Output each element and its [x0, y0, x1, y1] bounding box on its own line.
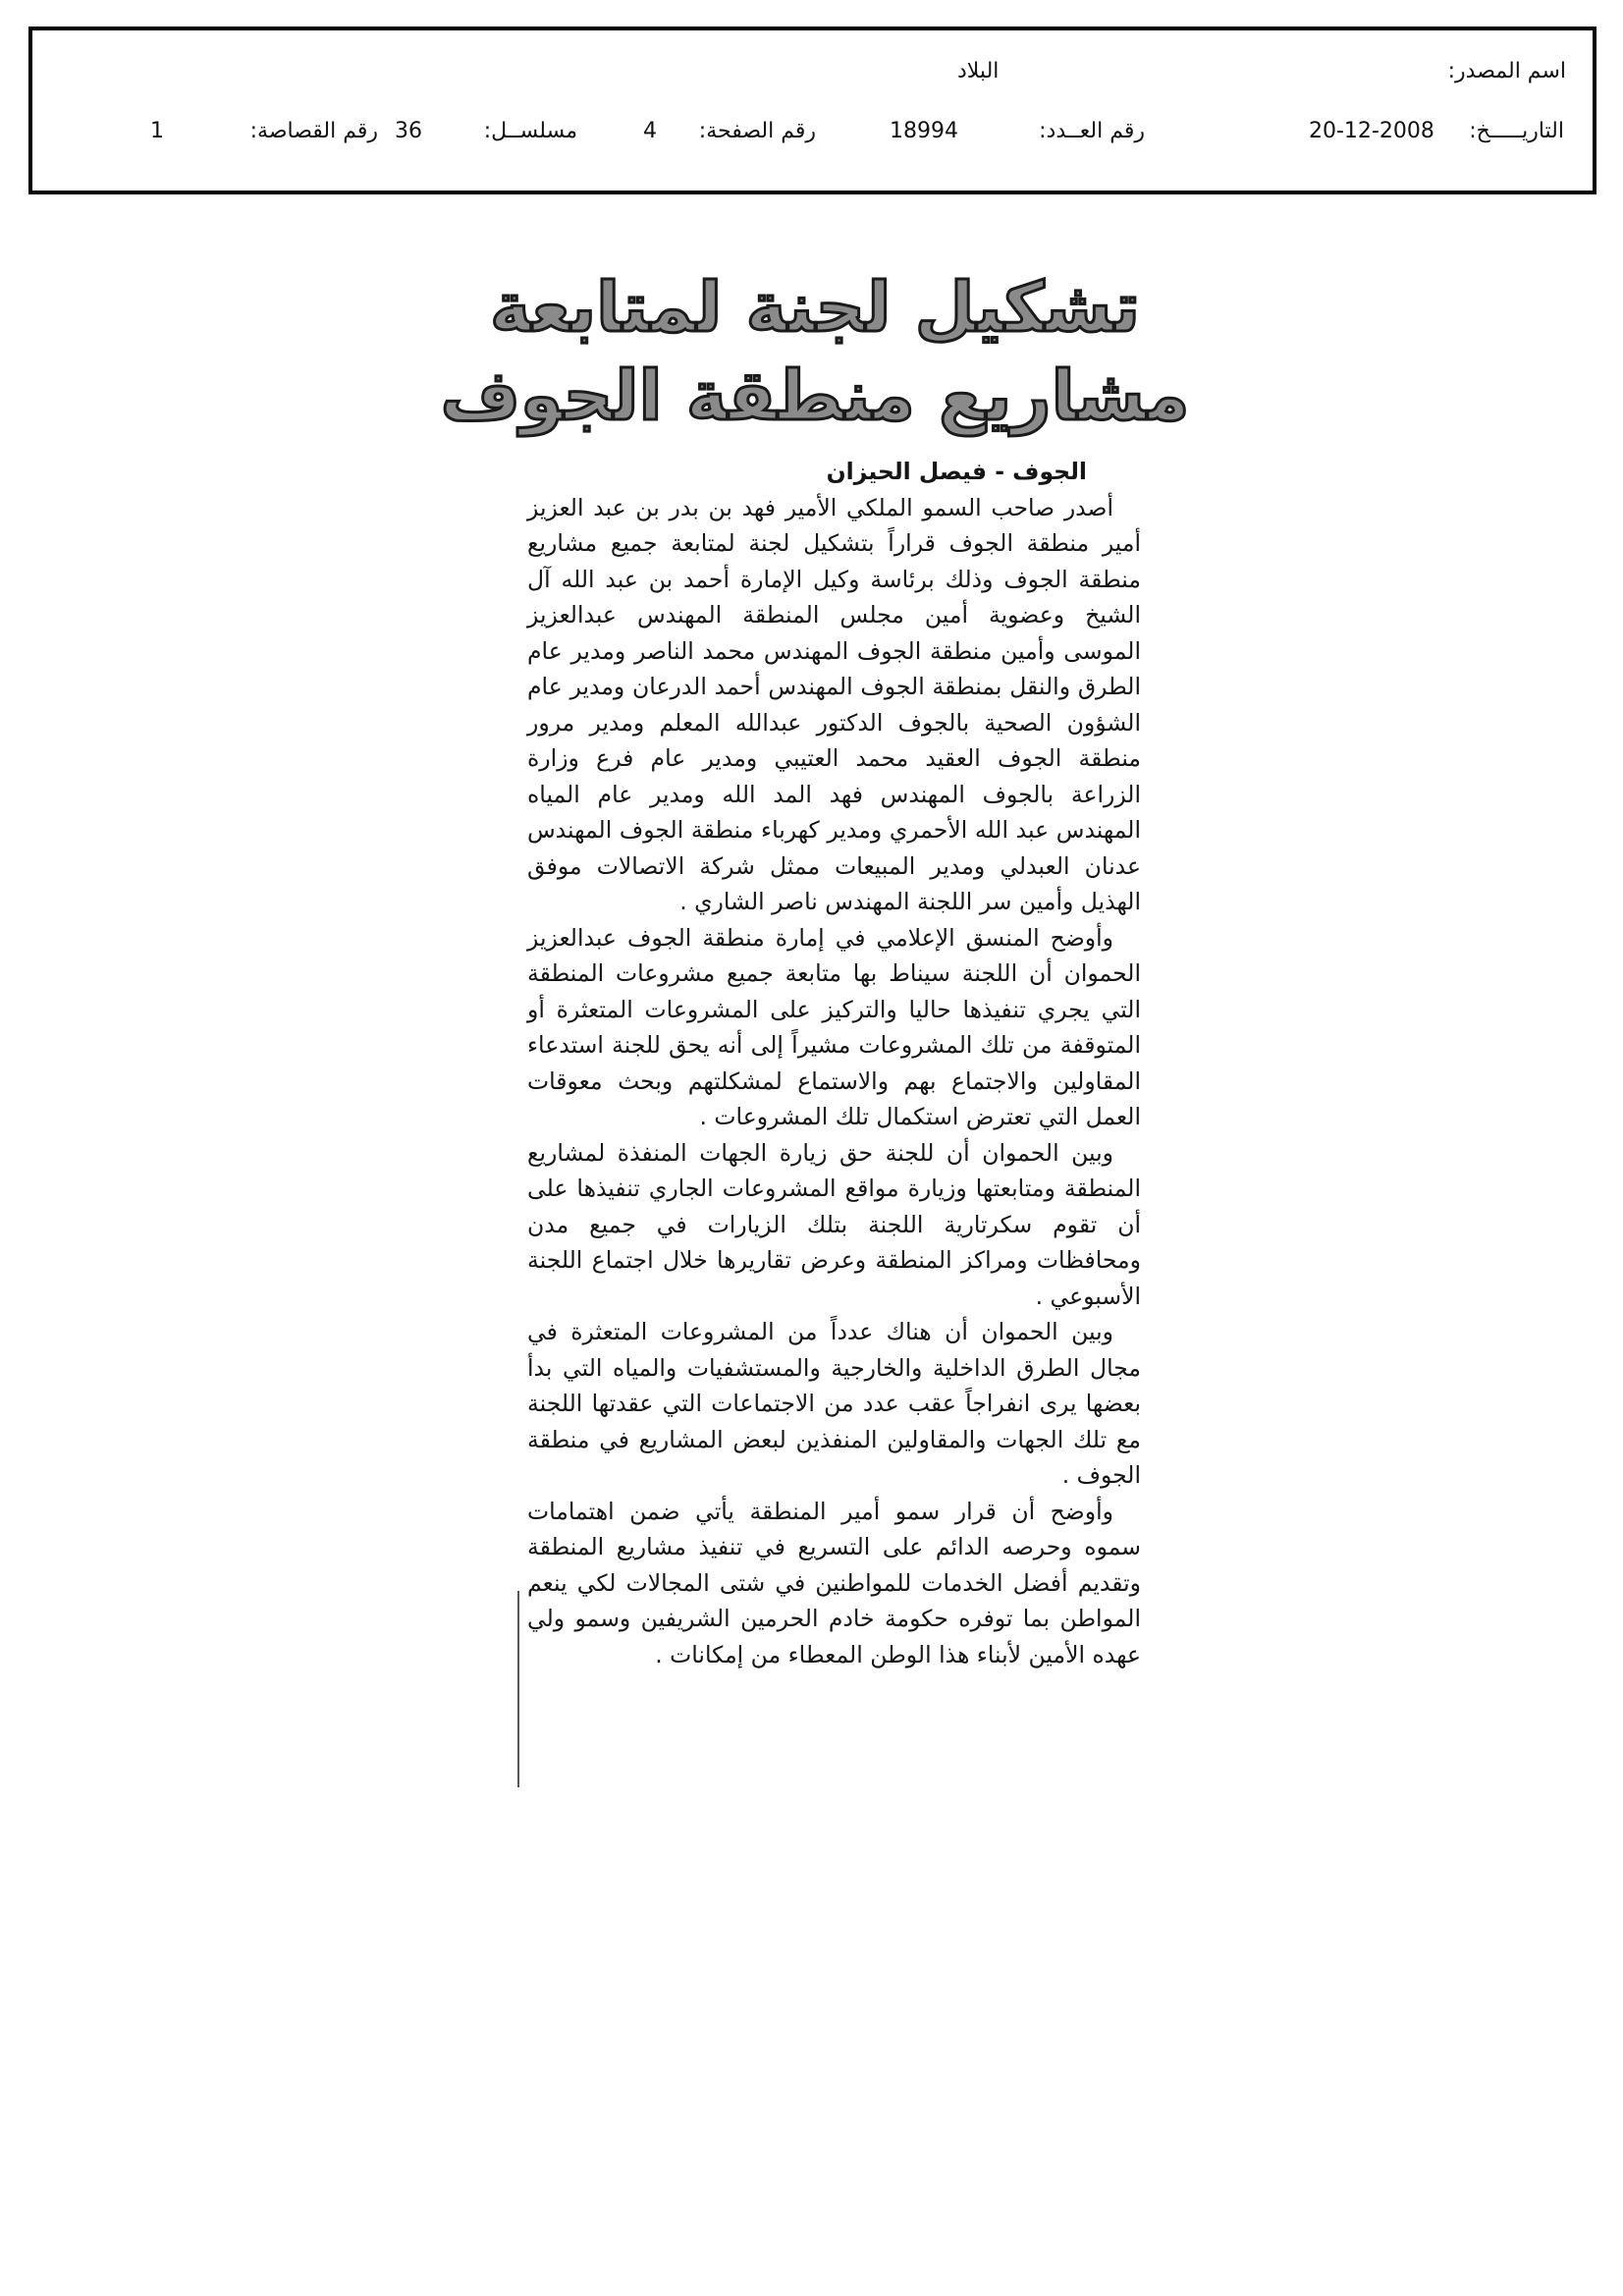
headline-line-1: تشكيل لجنة لمتابعة	[489, 267, 1141, 348]
paragraph-2: وأوضح المنسق الإعلامي في إمارة منطقة الجوف عبدالعزيز الحموان أن اللجنة سيناط بها متابعة جميع مشروعات المنطقة التي يجري تنفيذها حاليا والتركيز على المشروعات المتعثرة أو المتوقفة من تلك المشروعات مشيراً إلى أنه يحق للجنة استدعاء المقاولين والاجتماع بهم والاستماع لمشكلتهم وبحث معوقات العمل التي تعترض استكمال تلك المشروعات .	[527, 923, 1141, 1130]
clip-label: رقم القصاصة:	[249, 119, 378, 143]
serial-value: 36	[395, 119, 422, 143]
clipping-header-box	[28, 27, 1596, 194]
paragraph-3: وبين الحموان أن للجنة حق زيارة الجهات المنفذة لمشاريع المنطقة ومتابعتها وزيارة مواقع المشروعات الجاري تنفيذها على أن تقوم سكرتارية اللجنة بتلك الزيارات في جميع مدن ومحافظات ومراكز المنطقة وعرض تقاريرها خلال اجتماع اللجنة الأسبوعي .	[527, 1138, 1141, 1310]
issue-label: رقم العــدد:	[1039, 119, 1145, 143]
byline: الجوف - فيصل الحيزان	[826, 458, 1087, 485]
clip-value: 1	[150, 119, 164, 143]
paragraph-4: وبين الحموان أن هناك عدداً من المشروعات المتعثرة في مجال الطرق الداخلية والخارجية والمستشفيات والمياه التي بدأ بعضها يرى انفراجاً عقب عدد من الاجتماعات التي عقدتها اللجنة مع تلك الجهات والمقاولين المنفذين لبعض المشاريع في منطقة الجوف .	[527, 1318, 1141, 1489]
date-value: 20-12-2008	[1309, 119, 1434, 143]
headline-line-2: مشاريع منطقة الجوف	[440, 355, 1190, 436]
page-label: رقم الصفحة:	[698, 119, 816, 143]
source-value: البلاد	[957, 59, 1000, 83]
serial-label: مسلســل:	[483, 119, 577, 143]
column-rule	[517, 1591, 519, 1787]
source-label: اسم المصدر:	[1447, 59, 1566, 83]
article-body	[527, 454, 1141, 1672]
paragraph-1: أصدر صاحب السمو الملكي الأمير فهد بن بدر بن عبد العزيز أمير منطقة الجوف قراراً بتشكيل لجنة لمتابعة جميع مشاريع منطقة الجوف وذلك برئاسة وكيل الإمارة أحمد بن عبد الله آل الشيخ وعضوية أمين مجلس المنطقة المهندس عبدالعزيز الموسى وأمين منطقة الجوف المهندس محمد الناصر ومدير عام الطرق والنقل بمنطقة الجوف المهندس أحمد الدرعان ومدير عام الشؤون الصحية بالجوف الدكتور عبدالله المعلم ومدير مرور منطقة الجوف العقيد محمد العتيبي ومدير عام فرع وزارة الزراعة بالجوف المهندس فهد المد الله ومدير عام المياه المهندس عبد الله الأحمري ومدير كهرباء منطقة الجوف المهندس عدنان العبدلي ومدير المبيعات ممثل شركة الاتصالات موفق الهذيل وأمين سر اللجنة المهندس ناصر الشاري .	[527, 493, 1141, 915]
page-value: 4	[643, 119, 657, 143]
date-label: التاريـــــخ:	[1469, 119, 1564, 143]
paragraph-5: وأوضح أن قرار سمو أمير المنطقة يأتي ضمن اهتمامات سموه وحرصه الدائم على التسريع في تنفيذ مشاريع المنطقة وتقديم أفضل الخدمات للمواطنين في شتى المجالات لكي ينعم المواطن بما توفره حكومة خادم الحرمين الشريفين وسمو ولي عهده الأمين لأبناء هذا الوطن المعطاء من إمكانات .	[527, 1497, 1141, 1668]
issue-value: 18994	[890, 119, 958, 143]
